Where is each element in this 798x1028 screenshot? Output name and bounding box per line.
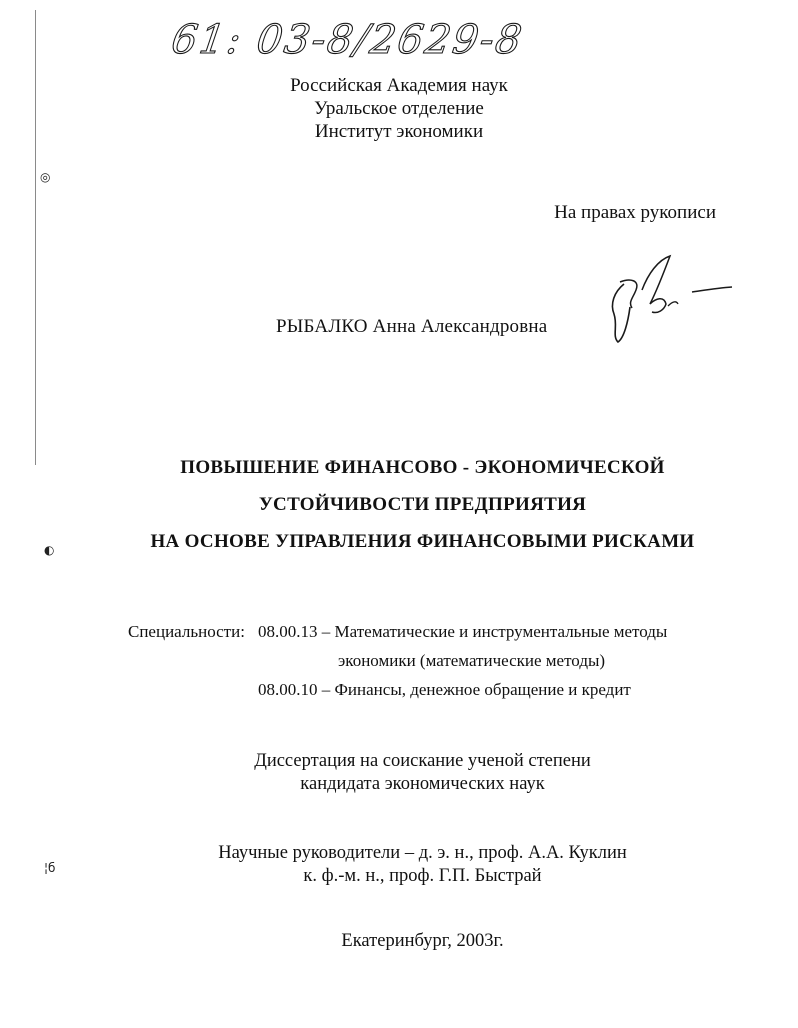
organization-line: Уральское отделение	[314, 98, 484, 119]
city-year: Екатеринбург, 2003г.	[341, 931, 504, 951]
specialty-line: 08.00.13 – Математические и инструментальные методы	[258, 622, 668, 641]
dissertation-degree	[0, 750, 798, 796]
dissertation-title	[0, 449, 798, 560]
supervisor-line: к. ф.-м. н., проф. Г.П. Быстрай	[303, 866, 542, 886]
title-line: ПОВЫШЕНИЕ ФИНАНСОВО - ЭКОНОМИЧЕСКОЙ	[180, 457, 665, 478]
specialty-continuation: экономики (математические методы)	[338, 651, 606, 670]
organization-line: Институт экономики	[314, 121, 484, 142]
supervisor-line: Научные руководители – д. э. н., проф. А.А. Куклин	[218, 843, 627, 863]
scan-hole-mark-icon: ◐	[44, 543, 55, 557]
author-name: РЫБАЛКО Анна Александровна	[276, 316, 548, 337]
degree-line: кандидата экономических наук	[300, 774, 545, 794]
specialty-line: 08.00.10 – Финансы, денежное обращение и кредит	[258, 680, 631, 699]
manuscript-note: На правах рукописи	[554, 202, 716, 223]
signature	[606, 252, 736, 347]
title-line: НА ОСНОВЕ УПРАВЛЕНИЯ ФИНАНСОВЫМИ РИСКАМИ	[150, 531, 695, 552]
organization-header	[0, 74, 798, 143]
scan-hole-mark-icon: ◎	[40, 170, 51, 184]
scan-hole-mark-icon: ¦б	[44, 861, 56, 875]
archive-handwritten-code: 61: 03-8/2629-8	[168, 17, 527, 63]
supervisors	[0, 842, 798, 888]
degree-line: Диссертация на соискание ученой степени	[254, 751, 591, 771]
organization-line: Российская Академия наук	[290, 75, 508, 96]
title-line: УСТОЙЧИВОСТИ ПРЕДПРИЯТИЯ	[258, 494, 587, 515]
specialties-label: Специальности:	[128, 622, 245, 641]
